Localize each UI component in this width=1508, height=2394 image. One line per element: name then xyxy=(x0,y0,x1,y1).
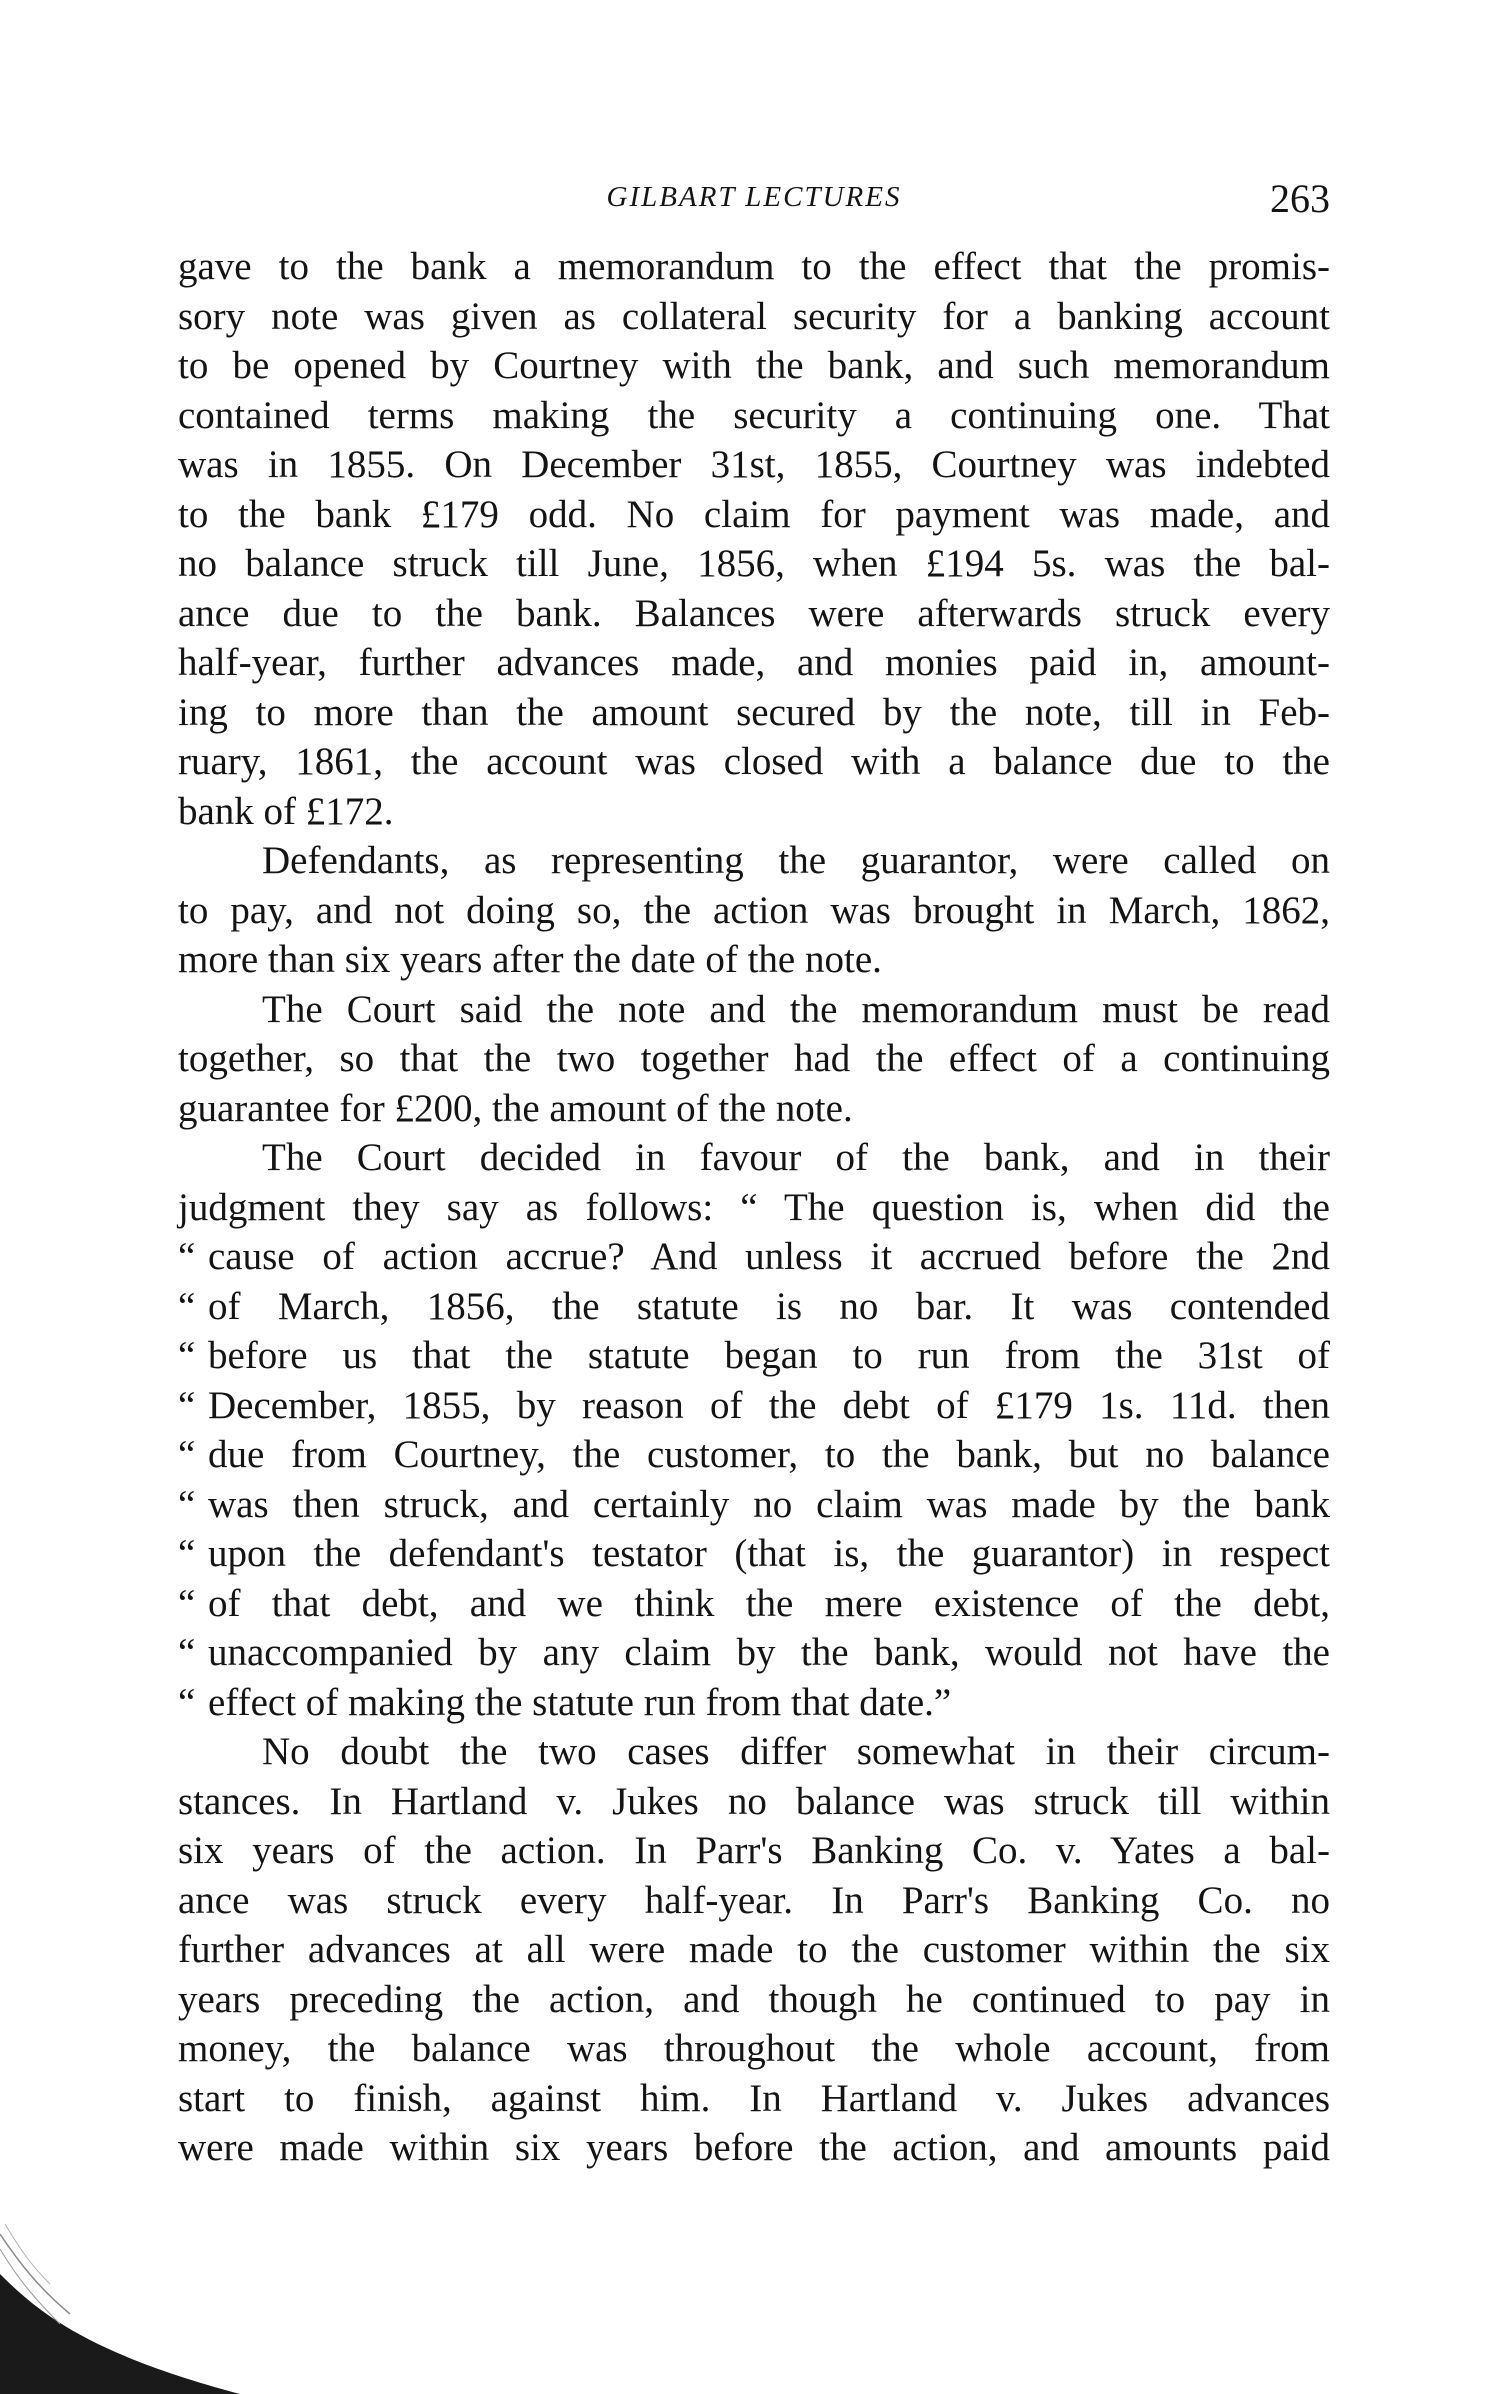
paragraph-5 xyxy=(178,1727,1330,2173)
text-line: ance was struck every half-year. In Parr's Banking Co. no xyxy=(178,1878,1330,1922)
text-line: money, the balance was throughout the whole account, from xyxy=(178,2027,1330,2070)
quoted-line-text: unaccompanied by any claim by the bank, would not have the xyxy=(208,1631,1330,1674)
text-line: The Court decided in favour of the bank, and in their xyxy=(262,1136,1330,1179)
text-line: were made within six years before the action, and amounts paid xyxy=(178,2126,1330,2169)
text-line: start to finish, against him. In Hartland v. Jukes advances xyxy=(178,2076,1330,2120)
text-line: half-year, further advances made, and monies paid in, amount- xyxy=(178,641,1330,684)
text-line: to the bank £179 odd. No claim for payment was made, and xyxy=(178,492,1330,536)
quoted-line xyxy=(178,1579,1330,1629)
quoted-line-text: cause of action accrue? And unless it accrued before the 2nd xyxy=(208,1235,1330,1278)
quoted-line xyxy=(178,1381,1330,1431)
quoted-line-text: of that debt, and we think the mere existence of the debt, xyxy=(208,1581,1330,1625)
text-line: no balance struck till June, 1856, when £194 5s. was the bal- xyxy=(178,542,1330,585)
quote-mark: “ xyxy=(178,1482,196,1526)
paragraph-2 xyxy=(178,836,1330,985)
text-line: further advances at all were made to the customer within the six xyxy=(178,1928,1330,1971)
quoted-line xyxy=(178,1430,1330,1480)
text-line: bank of £172. xyxy=(178,789,394,833)
quote-mark: “ xyxy=(178,1334,196,1377)
quoted-line xyxy=(178,1678,1330,1728)
text-line: was in 1855. On December 31st, 1855, Courtney was indebted xyxy=(178,443,1330,486)
quote-mark: “ xyxy=(178,1680,196,1724)
paragraph-4-quotation xyxy=(178,1133,1330,1727)
quoted-line-text: due from Courtney, the customer, to the bank, but no balance xyxy=(208,1433,1330,1476)
quoted-line-text: before us that the statute began to run from the 31st of xyxy=(208,1334,1330,1377)
text-line: to be opened by Courtney with the bank, and such memorandum xyxy=(178,344,1330,387)
text-line: contained terms making the security a continuing one. That xyxy=(178,393,1330,437)
text-line: ruary, 1861, the account was closed with a balance due to the xyxy=(178,740,1330,783)
quoted-line xyxy=(178,1628,1330,1678)
quoted-line xyxy=(178,1232,1330,1282)
text-line: ing to more than the amount secured by the note, till in Feb- xyxy=(178,690,1330,734)
page-number: 263 xyxy=(1270,176,1330,221)
quote-mark: “ xyxy=(178,1383,196,1427)
quoted-line xyxy=(178,1529,1330,1579)
quoted-line xyxy=(178,1282,1330,1332)
text-line: together, so that the two together had the effect of a continuing xyxy=(178,1037,1330,1080)
text-line: judgment they say as follows: “ The question is, when did the xyxy=(178,1185,1330,1229)
running-header xyxy=(178,175,1330,225)
quoted-line-text: upon the defendant's testator (that is, the guarantor) in respect xyxy=(208,1532,1330,1575)
text-line: six years of the action. In Parr's Banking Co. v. Yates a bal- xyxy=(178,1829,1330,1872)
paragraph-3 xyxy=(178,985,1330,1134)
quoted-line-text: of March, 1856, the statute is no bar. It was contended xyxy=(208,1284,1330,1328)
body-text xyxy=(178,242,1330,2173)
quote-mark: “ xyxy=(178,1581,196,1625)
text-line: No doubt the two cases differ somewhat in their circum- xyxy=(262,1730,1330,1773)
quote-mark: “ xyxy=(178,1284,196,1328)
text-line: gave to the bank a memorandum to the effect that the promis- xyxy=(178,245,1330,288)
running-title: GILBART LECTURES xyxy=(606,181,902,213)
quoted-line-text: December, 1855, by reason of the debt of £179 1s. 11d. then xyxy=(208,1383,1330,1427)
quoted-line xyxy=(178,1480,1330,1530)
quote-mark: “ xyxy=(178,1433,196,1476)
text-line: to pay, and not doing so, the action was brought in March, 1862, xyxy=(178,888,1330,932)
quoted-line-text: was then struck, and certainly no claim was made by the bank xyxy=(208,1482,1330,1526)
text-line: The Court said the note and the memorandum must be read xyxy=(262,987,1330,1031)
quote-mark: “ xyxy=(178,1235,196,1278)
text-line: ance due to the bank. Balances were afterwards struck every xyxy=(178,591,1330,635)
text-line: sory note was given as collateral security for a banking account xyxy=(178,294,1330,338)
quoted-line xyxy=(178,1331,1330,1381)
scan-edge-shadow xyxy=(0,2194,240,2394)
quoted-line-text: effect of making the statute run from that date.” xyxy=(208,1680,952,1724)
quote-mark: “ xyxy=(178,1631,196,1674)
text-line: guarantee for £200, the amount of the note. xyxy=(178,1086,853,1130)
text-line: Defendants, as representing the guarantor, were called on xyxy=(262,839,1330,882)
text-line: years preceding the action, and though he continued to pay in xyxy=(178,1977,1330,2021)
quote-mark: “ xyxy=(178,1532,196,1575)
text-line: more than six years after the date of the note. xyxy=(178,938,882,981)
text-line: stances. In Hartland v. Jukes no balance was struck till within xyxy=(178,1779,1330,1823)
paragraph-1 xyxy=(178,242,1330,836)
